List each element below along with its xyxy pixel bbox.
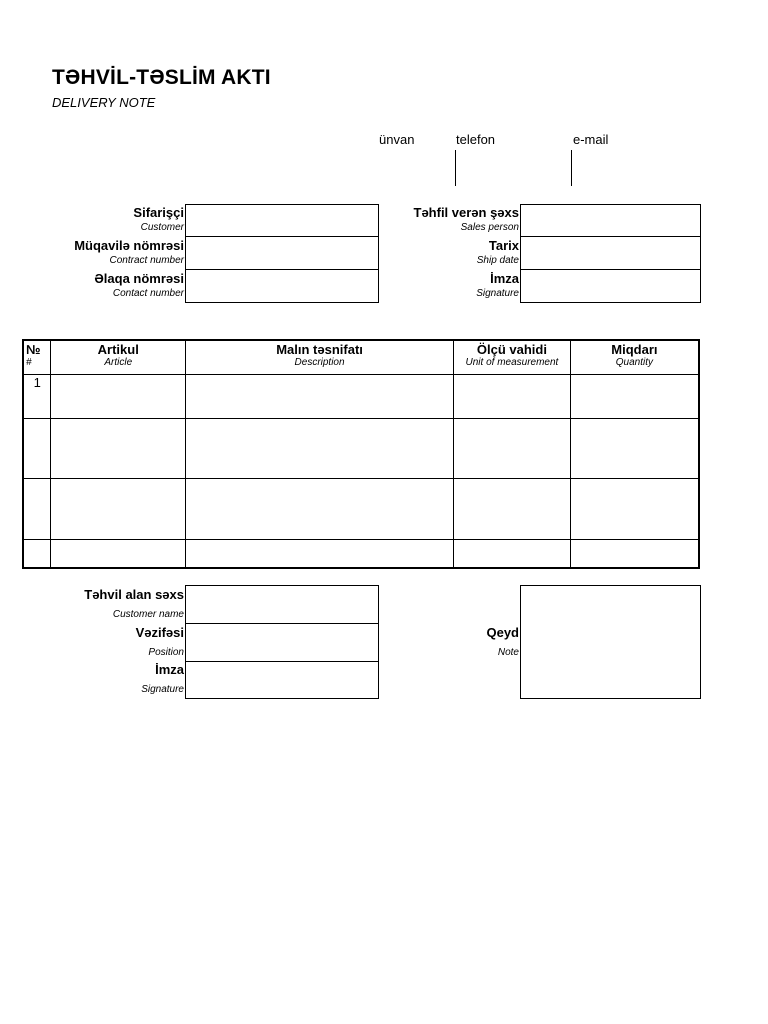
- column-header-label: Artikul: [97, 342, 139, 357]
- receiver-name-field[interactable]: [185, 585, 379, 624]
- contact-number-field[interactable]: [185, 269, 379, 303]
- article-cell[interactable]: [51, 478, 186, 539]
- table-row: [23, 374, 699, 418]
- column-header-label: Malın təsnifatı: [276, 342, 363, 357]
- contract-number-sublabel: Contract number: [109, 255, 184, 266]
- quantity-cell[interactable]: [570, 539, 699, 568]
- table-header-row: [23, 340, 699, 374]
- column-header-sublabel: Description: [294, 357, 345, 368]
- column-header-sublabel: Unit of measurement: [465, 357, 559, 368]
- sales-person-sublabel: Sales person: [460, 222, 519, 233]
- phone-label: telefon: [456, 132, 496, 147]
- email-label: e-mail: [573, 132, 609, 147]
- description-cell[interactable]: [186, 418, 454, 478]
- ship-date-field[interactable]: [520, 236, 701, 270]
- unit-cell[interactable]: [454, 539, 571, 568]
- row-number-cell: [23, 539, 51, 568]
- ship-date-label: Tarix: [488, 238, 519, 253]
- receiver-signature-label: İmza: [155, 662, 184, 677]
- sales-person-field[interactable]: [520, 204, 701, 237]
- address-label: ünvan: [379, 132, 415, 147]
- position-field[interactable]: [185, 623, 379, 662]
- sales-person-label: Təhfil verən şəxs: [413, 205, 519, 220]
- table-row: [23, 539, 699, 568]
- contact-number-sublabel: Contact number: [112, 288, 184, 299]
- contract-number-label: Müqavilə nömrəsi: [74, 238, 184, 253]
- description-cell[interactable]: [186, 374, 454, 418]
- receiver-signature-sublabel: Signature: [141, 684, 184, 695]
- unit-cell[interactable]: [454, 374, 571, 418]
- note-label: Qeyd: [486, 625, 519, 640]
- column-header-sublabel: Article: [104, 357, 133, 368]
- article-cell[interactable]: [51, 374, 186, 418]
- column-header-sublabel: #: [26, 357, 32, 368]
- customer-field[interactable]: [185, 204, 379, 237]
- column-header-sublabel: Quantity: [615, 357, 654, 368]
- description-cell[interactable]: [186, 478, 454, 539]
- quantity-cell[interactable]: [570, 418, 699, 478]
- table-row: [23, 478, 699, 539]
- document-title: TƏHVİL-TƏSLİM AKTI: [52, 66, 271, 89]
- position-sublabel: Position: [148, 647, 184, 658]
- column-header-description: [186, 340, 454, 374]
- column-header-label: Ölçü vahidi: [476, 342, 547, 357]
- row-number-cell: 1: [23, 374, 51, 418]
- article-cell[interactable]: [51, 539, 186, 568]
- document-subtitle: DELIVERY NOTE: [52, 95, 156, 110]
- quantity-cell[interactable]: [570, 478, 699, 539]
- customer-sublabel: Customer: [140, 222, 184, 233]
- contract-number-field[interactable]: [185, 236, 379, 270]
- column-header-quantity: [570, 340, 699, 374]
- table-row: [23, 418, 699, 478]
- note-sublabel: Note: [497, 647, 519, 658]
- column-header-label: Miqdarı: [611, 342, 658, 357]
- row-number-cell: [23, 418, 51, 478]
- article-cell[interactable]: [51, 418, 186, 478]
- receiver-sublabel: Customer name: [112, 609, 184, 620]
- unit-cell[interactable]: [454, 478, 571, 539]
- note-field[interactable]: [520, 585, 701, 699]
- signature-field[interactable]: [520, 269, 701, 303]
- phone-divider: [455, 150, 456, 186]
- email-divider: [571, 150, 572, 186]
- customer-label: Sifarişçi: [133, 205, 184, 220]
- column-header-unit: [454, 340, 571, 374]
- contact-number-label: Əlaqa nömrəsi: [94, 271, 184, 286]
- position-label: Vəzifəsi: [135, 625, 184, 640]
- receiver-label: Təhvil alan səxs: [84, 587, 184, 602]
- row-number-cell: [23, 478, 51, 539]
- receiver-signature-field[interactable]: [185, 661, 379, 699]
- column-header-label: №: [26, 342, 41, 357]
- ship-date-sublabel: Ship date: [476, 255, 519, 266]
- column-header-article: [51, 340, 186, 374]
- column-header-number: [23, 340, 51, 374]
- signature-label: İmza: [490, 271, 519, 286]
- items-table: [22, 339, 700, 569]
- description-cell[interactable]: [186, 539, 454, 568]
- unit-cell[interactable]: [454, 418, 571, 478]
- quantity-cell[interactable]: [570, 374, 699, 418]
- signature-sublabel: Signature: [476, 288, 519, 299]
